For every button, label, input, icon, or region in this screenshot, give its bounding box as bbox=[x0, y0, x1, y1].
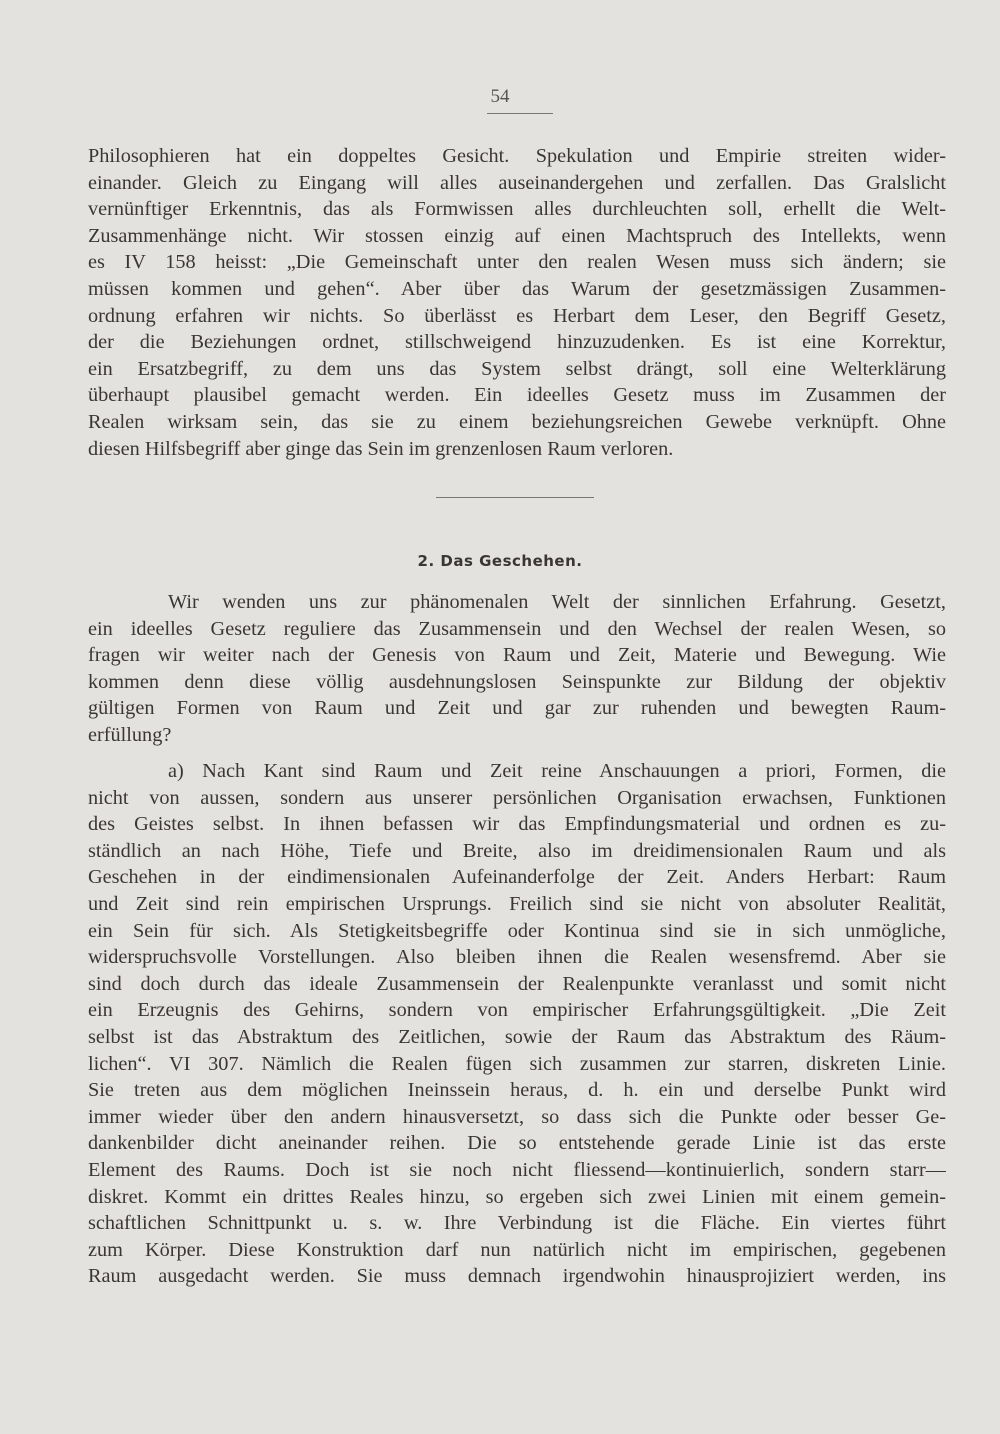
text-line: nicht von aussen, sondern aus unserer persönlichen Organisation erwachsen, Funktionen bbox=[88, 786, 946, 809]
text-line: Zusammenhänge nicht. Wir stossen einzig auf einen Machtspruch des Intellekts, wenn bbox=[88, 224, 946, 247]
text-line: ein Ersatzbegriff, zu dem uns das System selbst drängt, soll eine Welterklärung bbox=[88, 357, 946, 380]
text-line: müssen kommen und gehen“. Aber über das Warum der gesetzmässigen Zusammen- bbox=[88, 277, 946, 300]
text-line: des Geistes selbst. In ihnen befassen wir das Empfindungsmaterial und ordnen es zu- bbox=[88, 813, 946, 836]
text-line: fragen wir weiter nach der Genesis von Raum und Zeit, Materie und Bewegung. Wie bbox=[88, 644, 946, 667]
text-line: schaftlichen Schnittpunkt u. s. w. Ihre Verbindung ist die Fläche. Ein viertes führt bbox=[88, 1212, 946, 1235]
text-line: selbst ist das Abstraktum des Zeitlichen, sowie der Raum das Abstraktum des Räum- bbox=[88, 1025, 946, 1048]
text-line: erfüllung? bbox=[88, 723, 172, 746]
text-line: Element des Raums. Doch ist sie noch nicht fliessend—kontinuierlich, sondern starr— bbox=[88, 1158, 946, 1181]
text-line: widerspruchsvolle Vorstellungen. Also bleiben ihnen die Realen wesensfremd. Aber sie bbox=[88, 946, 946, 969]
text-line: dankenbilder dicht aneinander reihen. Die so entstehende gerade Linie ist das erste bbox=[88, 1132, 946, 1155]
text-line: ein Sein für sich. Als Stetigkeitsbegriffe oder Kontinua sind sie in sich unmögliche, bbox=[88, 919, 946, 942]
text-line: vernünftiger Erkenntnis, das als Formwissen alles durchleuchten soll, erhellt die Welt- bbox=[88, 198, 946, 221]
text-line: zum Körper. Diese Konstruktion darf nun natürlich nicht im empirischen, gegebenen bbox=[88, 1238, 946, 1261]
text-line: der die Beziehungen ordnet, stillschweigend hinzuzudenken. Es ist eine Korrektur, bbox=[88, 331, 946, 354]
text-line: es IV 158 heisst: „Die Gemeinschaft unter den realen Wesen muss sich ändern; sie bbox=[88, 251, 946, 274]
text-line: diesen Hilfsbegriff aber ginge das Sein im grenzenlosen Raum verloren. bbox=[88, 437, 674, 460]
text-line: Geschehen in der eindimensionalen Aufeinanderfolge der Zeit. Anders Herbart: Raum bbox=[88, 866, 946, 889]
text-line: ordnung erfahren wir nichts. So überlässt es Herbart dem Leser, den Begriff Gesetz, bbox=[88, 304, 946, 327]
text-line: überhaupt plausibel gemacht werden. Ein ideelles Gesetz muss im Zusammen der bbox=[88, 384, 946, 407]
page-number-rule bbox=[487, 113, 553, 114]
text-line: gültigen Formen von Raum und Zeit und gar zur ruhenden und bewegten Raum- bbox=[88, 697, 946, 720]
text-line: diskret. Kommt ein drittes Reales hinzu, so ergeben sich zwei Linien mit einem gemein- bbox=[88, 1185, 946, 1208]
paragraph-2 bbox=[88, 589, 946, 749]
text-line: a) Nach Kant sind Raum und Zeit reine Anschauungen a priori, Formen, die bbox=[168, 760, 946, 782]
text-line: Wir wenden uns zur phänomenalen Welt der sinnlichen Erfahrung. Gesetzt, bbox=[168, 591, 946, 613]
text-line: sind doch durch das ideale Zusammensein der Realenpunkte veranlasst und somit nicht bbox=[88, 972, 946, 995]
text-line: und Zeit sind rein empirischen Ursprungs. Freilich sind sie nicht von absoluter Realität, bbox=[88, 892, 946, 915]
text-line: einander. Gleich zu Eingang will alles auseinandergehen und zerfallen. Das Gralslicht bbox=[88, 171, 946, 194]
text-line: immer wieder über den andern hinausversetzt, so dass sich die Punkte oder besser Ge- bbox=[88, 1105, 946, 1128]
paragraph-3 bbox=[88, 758, 946, 1290]
text-line: Realen wirksam sein, das sie zu einem beziehungsreichen Gewebe verknüpft. Ohne bbox=[88, 410, 946, 433]
paragraph-1 bbox=[88, 143, 946, 462]
text-line: Philosophieren hat ein doppeltes Gesicht. Spekulation und Empirie streiten wider- bbox=[88, 145, 946, 167]
text-line: lichen“. VI 307. Nämlich die Realen fügen sich zusammen zur starren, diskreten Linie. bbox=[88, 1052, 946, 1075]
section-heading: 2. Das Geschehen. bbox=[417, 552, 583, 570]
text-line: Sie treten aus dem möglichen Ineinssein heraus, d. h. ein und derselbe Punkt wird bbox=[88, 1079, 946, 1102]
page-number: 54 bbox=[490, 86, 510, 107]
text-line: ein ideelles Gesetz reguliere das Zusammensein und den Wechsel der realen Wesen, so bbox=[88, 617, 946, 640]
section-divider bbox=[436, 497, 594, 498]
text-line: kommen denn diese völlig ausdehnungslosen Seinspunkte zur Bildung der objektiv bbox=[88, 670, 946, 693]
text-line: Raum ausgedacht werden. Sie muss demnach irgendwohin hinausprojiziert werden, ins bbox=[88, 1265, 946, 1288]
text-line: ein Erzeugnis des Gehirns, sondern von empirischer Erfahrungsgültigkeit. „Die Zeit bbox=[88, 999, 946, 1022]
text-line: ständlich an nach Höhe, Tiefe und Breite, also im dreidimensionalen Raum und als bbox=[88, 839, 946, 862]
